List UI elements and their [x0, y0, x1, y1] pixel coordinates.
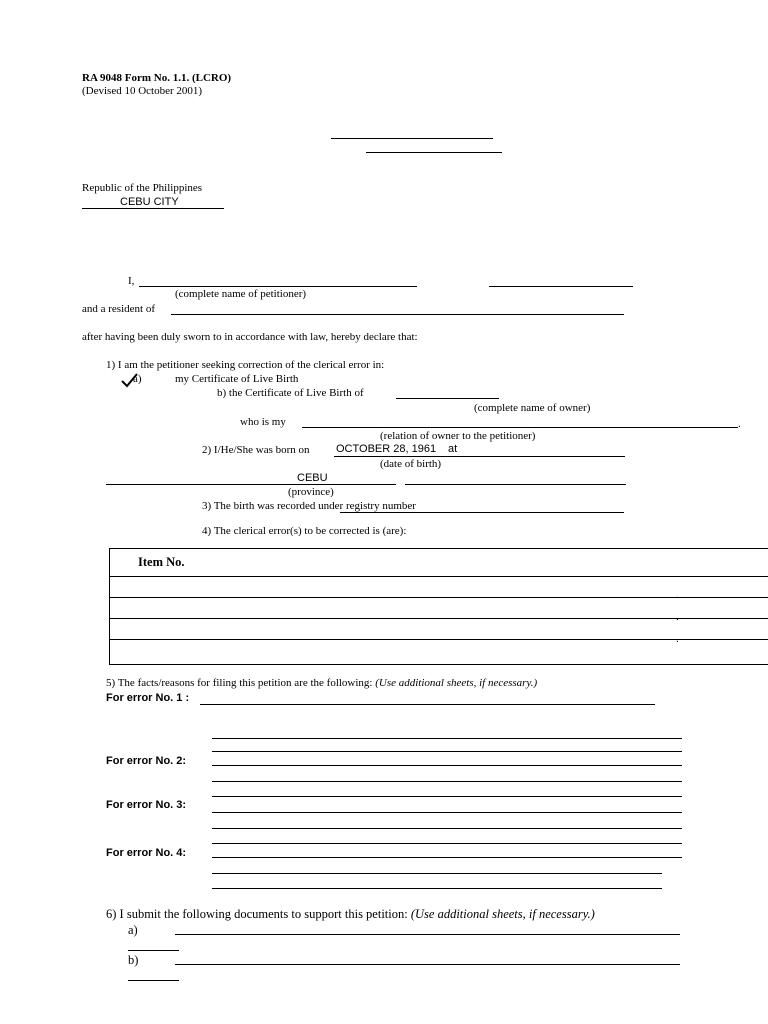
table-row-dot: . — [676, 611, 679, 623]
republic-label: Republic of the Philippines — [82, 182, 203, 194]
header-blank-line-1[interactable] — [331, 138, 493, 139]
birth-at-label: at — [448, 443, 458, 455]
doc-a-label: a) — [128, 923, 138, 937]
error-1-label: For error No. 1 : — [106, 692, 190, 704]
who-is-my-label: who is my — [240, 416, 286, 428]
table-row-dot: . — [676, 633, 679, 645]
error-4-line[interactable] — [212, 857, 682, 858]
item6-text: 6) I submit the following documents to support this petition: — [106, 907, 408, 921]
owner-name-field[interactable] — [396, 398, 499, 399]
birth-date-field[interactable] — [334, 456, 625, 457]
relation-period: . — [738, 418, 741, 430]
error-reason-line[interactable] — [212, 873, 662, 874]
error-reason-line[interactable] — [212, 828, 682, 829]
table-row-dot: . — [676, 589, 679, 601]
relation-caption: (relation of owner to the petitioner) — [380, 430, 536, 442]
date-caption: (date of birth) — [380, 458, 442, 470]
table-row-divider — [110, 618, 768, 619]
error-2-line[interactable] — [212, 765, 682, 766]
error-3-label: For error No. 3: — [106, 799, 187, 811]
option-a-text: my Certificate of Live Birth — [175, 373, 299, 385]
petitioner-name-field[interactable] — [139, 286, 417, 287]
item5-text: 5) The facts/reasons for filing this petition are the following: — [106, 677, 373, 689]
item1-text: 1) I am the petitioner seeking correction of the clerical error in: — [106, 359, 385, 371]
devised-date: (Devised 10 October 2001) — [82, 85, 203, 97]
error-reason-line[interactable] — [212, 781, 682, 782]
form-title: RA 9048 Form No. 1.1. (LCRO) — [82, 72, 232, 84]
item4-text: 4) The clerical error(s) to be corrected is (are): — [202, 525, 407, 537]
error-2-label: For error No. 2: — [106, 755, 187, 767]
doc-a-continuation-line[interactable] — [128, 950, 179, 951]
i-label: I, — [128, 275, 135, 287]
error-reason-line[interactable] — [212, 796, 682, 797]
item3-text: 3) The birth was recorded under registry number — [202, 500, 416, 512]
province-caption: (province) — [288, 486, 334, 498]
relation-field[interactable] — [302, 427, 738, 428]
city-field[interactable] — [82, 208, 224, 209]
doc-a-line[interactable] — [175, 934, 680, 935]
birth-date-value: OCTOBER 28, 1961 — [336, 443, 437, 455]
petitioner-extra-field[interactable] — [489, 286, 633, 287]
residence-field[interactable] — [171, 314, 624, 315]
city-value: CEBU CITY — [120, 196, 179, 208]
item5-note: (Use additional sheets, if necessary.) — [375, 677, 538, 689]
declaration-text: after having been duly sworn to in accordance with law, hereby declare that: — [82, 331, 418, 343]
petitioner-name-caption: (complete name of petitioner) — [175, 288, 307, 300]
table-row-divider — [110, 639, 768, 640]
registry-number-field[interactable] — [340, 512, 624, 513]
table-header-item-no: Item No. — [138, 555, 185, 569]
error-reason-line[interactable] — [212, 738, 682, 739]
error-1-line[interactable] — [200, 704, 655, 705]
resident-label: and a resident of — [82, 303, 155, 315]
doc-b-continuation-line[interactable] — [128, 980, 179, 981]
error-reason-line[interactable] — [212, 843, 682, 844]
error-reason-line[interactable] — [212, 751, 682, 752]
table-row-divider — [110, 576, 768, 577]
birth-place-extra-field[interactable] — [405, 484, 626, 485]
owner-caption: (complete name of owner) — [474, 402, 591, 414]
header-blank-line-2[interactable] — [366, 152, 502, 153]
error-3-line[interactable] — [212, 812, 682, 813]
error-4-label: For error No. 4: — [106, 847, 187, 859]
option-a-label: a) — [133, 373, 142, 385]
province-value: CEBU — [297, 472, 328, 484]
doc-b-line[interactable] — [175, 964, 680, 965]
item6-note: (Use additional sheets, if necessary.) — [410, 907, 595, 921]
error-reason-line[interactable] — [212, 888, 662, 889]
table-row-divider — [110, 597, 768, 598]
birth-place-field[interactable] — [106, 484, 396, 485]
clerical-errors-table — [109, 548, 768, 665]
doc-b-label: b) — [128, 953, 139, 967]
item2-text: 2) I/He/She was born on — [202, 444, 310, 456]
option-b-text: b) the Certificate of Live Birth of — [217, 387, 364, 399]
